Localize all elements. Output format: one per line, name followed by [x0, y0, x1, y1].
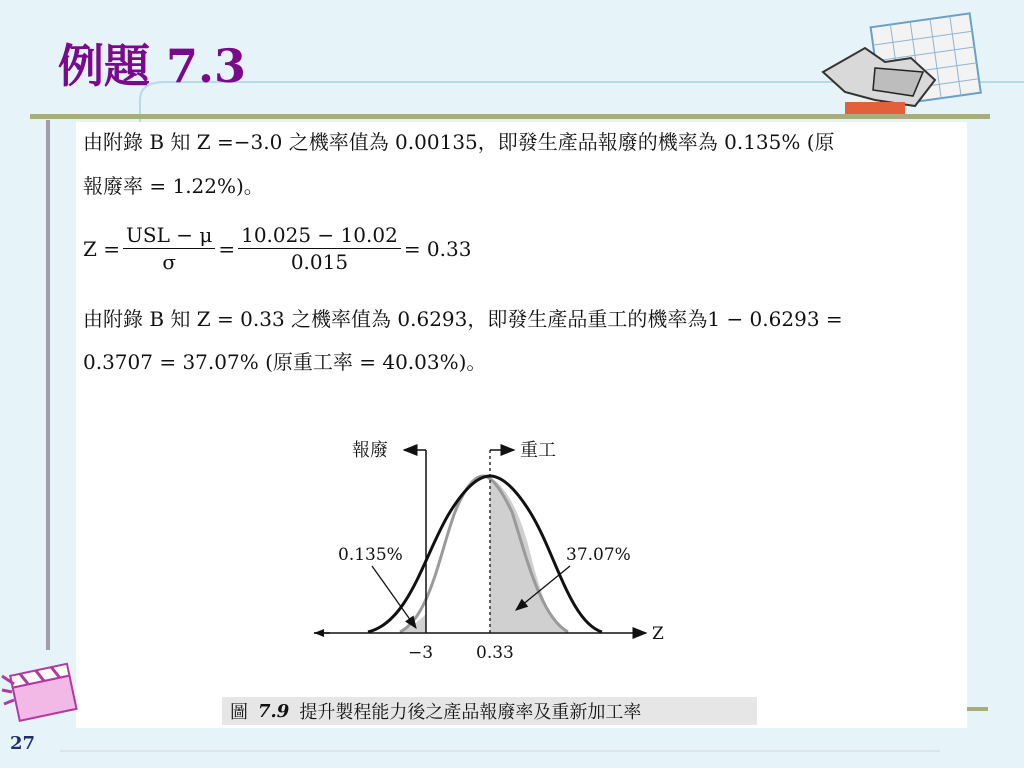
axis-label-z: Z: [652, 624, 664, 644]
paragraph-line-4: 0.3707 = 37.07% (原重工率 = 40.03%)。: [83, 350, 487, 374]
scrap-label: 報廢: [352, 440, 388, 461]
figure-caption: [222, 697, 757, 725]
rework-label: 重工: [520, 440, 556, 461]
page-number: 27: [10, 733, 36, 754]
tick-label-left: −3: [408, 643, 434, 662]
caption-number: 7.9: [258, 700, 290, 722]
calendar-hand-clipart-icon: [815, 10, 985, 120]
fraction-usl-numerator: USL − μ: [123, 222, 215, 249]
tick-label-right: 0.33: [476, 643, 514, 662]
fraction-values-numerator: 10.025 − 10.02: [238, 222, 401, 249]
paragraph-line-1: 由附錄 B 知 Z =−3.0 之機率值為 0.00135，即發生產品報廢的機率為 0.135% (原: [83, 130, 835, 154]
fraction-values-denominator: 0.015: [290, 250, 349, 274]
normal-distribution-figure: [300, 432, 740, 662]
z-formula: [83, 222, 471, 275]
paragraph-line-2: 報廢率 = 1.22%)。: [83, 174, 264, 198]
formula-lhs: Z =: [83, 236, 121, 261]
right-percent-label: 37.07%: [566, 545, 631, 565]
rework-shaded-area: [490, 478, 566, 632]
fraction-usl-denominator: σ: [162, 250, 176, 274]
caption-text: 提升製程能力後之產品報廢率及重新加工率: [299, 702, 642, 723]
paragraph-line-3: 由附錄 B 知 Z = 0.33 之機率值為 0.6293，即發生產品重工的機率為1 − 0.6293 =: [83, 307, 843, 331]
fraction-usl: [123, 222, 215, 275]
clapperboard-icon: [0, 656, 80, 726]
slide-title: 例題 7.3: [58, 39, 247, 93]
left-percent-label: 0.135%: [338, 545, 403, 565]
formula-result: = 0.33: [403, 236, 472, 261]
fraction-values: [238, 222, 401, 275]
formula-equals: =: [218, 236, 236, 261]
caption-prefix: 圖: [230, 702, 248, 723]
